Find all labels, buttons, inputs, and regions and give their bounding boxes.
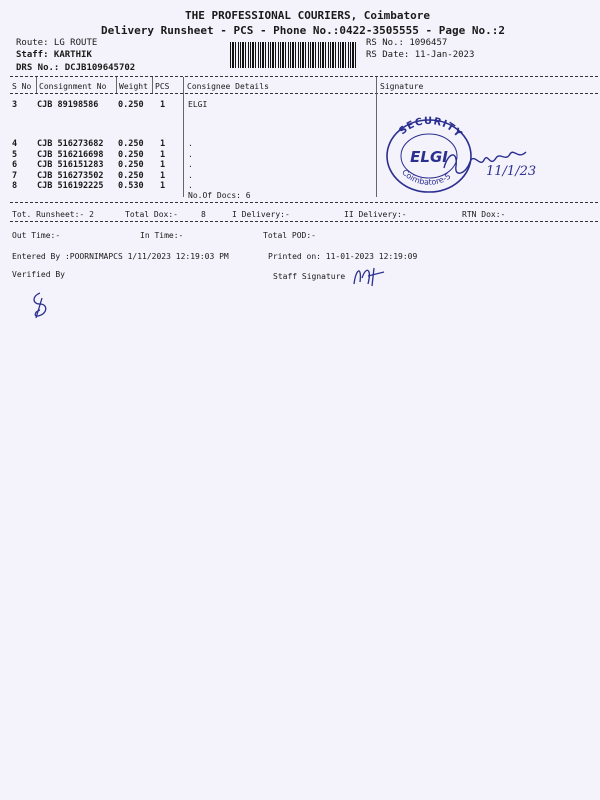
route-label: Route: LG ROUTE [16, 38, 98, 48]
row-sno: 8 [12, 181, 18, 191]
col-header-weight: Weight [119, 82, 148, 91]
receiver-signature [440, 138, 580, 188]
verifier-signature [28, 290, 52, 320]
column-divider [36, 77, 37, 93]
row-weight: 0.250 [118, 150, 144, 160]
stamp-center-text: ELGI [410, 148, 448, 166]
total-dox-value: 8 [201, 210, 206, 219]
divider [10, 202, 598, 203]
row-sno: 4 [12, 139, 18, 149]
row-details: . [188, 150, 193, 159]
row-weight: 0.250 [118, 100, 144, 110]
row-consignment: CJB 516192225 [37, 181, 104, 191]
col-header-signature: Signature [380, 82, 424, 91]
row-pcs: 1 [160, 160, 166, 170]
company-title: THE PROFESSIONAL COURIERS, Coimbatore [185, 9, 431, 22]
rs-number: RS No.: 1096457 [366, 38, 448, 48]
drs-number: DRS No.: DCJB109645702 [16, 63, 136, 73]
i-delivery: I Delivery:- [232, 210, 290, 219]
row-pcs: 1 [160, 150, 166, 160]
row-sno: 6 [12, 160, 18, 170]
row-details: . [188, 160, 193, 169]
runsheet-title: Delivery Runsheet - PCS - Phone No.:0422-3505555 - Page No.:2 [101, 24, 505, 37]
printed-on: Printed on: 11-01-2023 12:19:09 [268, 252, 418, 261]
column-divider [376, 77, 377, 197]
column-divider [183, 77, 184, 197]
col-header-consignee: Consignee Details [187, 82, 269, 91]
row-pcs: 1 [160, 139, 166, 149]
entered-by: Entered By :POORNIMAPCS 1/11/2023 12:19:03 PM [12, 252, 229, 261]
col-header-pcs: PCS [155, 82, 170, 91]
total-dox-label: Total Dox:- [125, 210, 178, 219]
ii-delivery: II Delivery:- [344, 210, 407, 219]
total-pod: Total POD:- [263, 231, 316, 240]
barcode [230, 42, 358, 68]
row-consignment: CJB 516273502 [37, 171, 104, 181]
verified-by-label: Verified By [12, 270, 65, 279]
row-details: . [188, 139, 193, 148]
row-weight: 0.250 [118, 171, 144, 181]
row-details: ELGI [188, 100, 208, 109]
row-weight: 0.250 [118, 160, 144, 170]
row-details: . [188, 181, 193, 190]
row-sno: 3 [12, 100, 18, 110]
staff-signature [350, 262, 390, 290]
no-of-docs: No.Of Docs: 6 [188, 191, 251, 200]
divider [10, 221, 598, 222]
divider [10, 76, 598, 77]
stamp-top-text: SECURITY [397, 116, 465, 141]
handwritten-date: 11/1/23 [486, 164, 537, 179]
out-time: Out Time:- [12, 231, 61, 240]
row-consignment: CJB 516151283 [37, 160, 104, 170]
staff-label: Staff: KARTHIK [16, 50, 92, 60]
staff-signature-label: Staff Signature [273, 272, 346, 281]
rtn-dox: RTN Dox:- [462, 210, 506, 219]
row-pcs: 1 [160, 181, 166, 191]
row-details: . [188, 171, 193, 180]
in-time: In Time:- [140, 231, 184, 240]
stamp-bottom-text: Coimbatore-5 [400, 167, 453, 187]
row-weight: 0.250 [118, 139, 144, 149]
column-divider [152, 77, 153, 93]
svg-text:SECURITY [397, 116, 464, 140]
row-consignment: CJB 89198586 [37, 100, 99, 110]
column-divider [116, 77, 117, 93]
row-pcs: 1 [160, 100, 166, 110]
total-runsheet: Tot. Runsheet:- 2 [12, 210, 94, 219]
col-header-sno: S No [12, 82, 32, 91]
row-pcs: 1 [160, 171, 166, 181]
row-weight: 0.530 [118, 181, 144, 191]
row-consignment: CJB 516216698 [37, 150, 104, 160]
rs-date: RS Date: 11-Jan-2023 [366, 50, 475, 60]
divider [10, 93, 598, 94]
row-sno: 7 [12, 171, 18, 181]
row-consignment: CJB 516273682 [37, 139, 104, 149]
row-sno: 5 [12, 150, 18, 160]
col-header-consignment: Consignment No [39, 82, 107, 91]
